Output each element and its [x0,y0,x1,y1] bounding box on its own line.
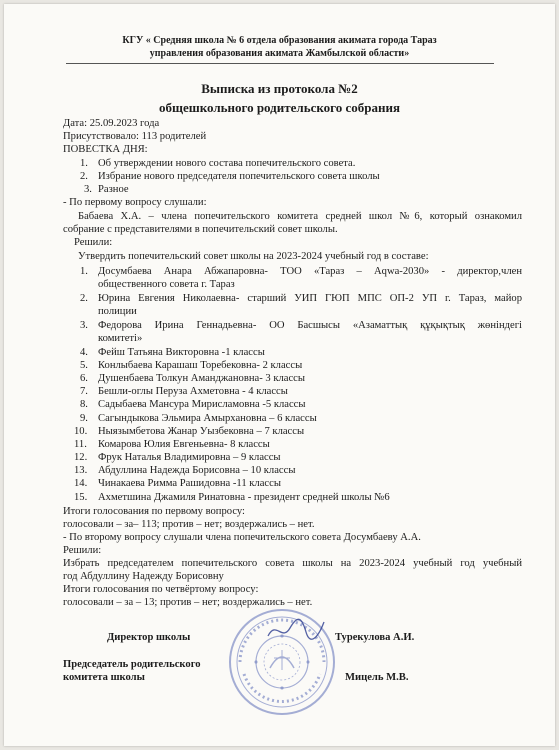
member-number: 3. [80,320,88,331]
member-line: Досумбаева Анара Абжапаровна- ТОО «Тараз – Aqwa-2030» - директор,член [98,266,522,277]
q2-decision-line-2: год Абдуллину Надежду Борисовну [63,571,224,582]
member-number: 6. [80,373,88,384]
member-number: 15. [74,492,88,503]
q2-decided: Решили: [63,545,102,556]
chair-title-line-2: комитета школы [63,672,145,683]
member-line: Сагындыкова Эльмира Амырхановна – 6 классы [98,413,317,424]
member-number: 12. [74,452,88,463]
member-number: 8. [80,399,88,410]
member-number: 13. [74,465,88,476]
member-number: 10. [74,426,88,437]
director-signature [266,616,326,644]
q2-decision-line-1: Избрать председателем попечительского совета школы на 2023-2024 учебный год учебный [63,558,522,569]
member-number: 4. [80,347,88,358]
member-number: 14. [74,478,88,489]
header-rule [66,63,494,64]
member-line: Садыбаева Мансура Мирисламовна -5 классы [98,399,306,410]
q1-speaker-line-1: Бабаева Х.А. – члена попечительского комитета средней школ №6, который ознакомил [78,211,522,222]
member-line: Ахметшина Джамиля Ринатовна - президент средней школы №6 [98,492,390,503]
header-line-2: управления образования акимата Жамбылской области» [149,48,410,59]
q1-heard: - По первому вопросу слушали: [63,197,207,208]
member-number: 9. [80,413,88,424]
document-subtitle: общешкольного родительского собрания [158,100,401,115]
q1-decided: Решили: [74,237,113,248]
member-number: 5. [80,360,88,371]
vote1-result: голосовали – за– 113; против – нет; воздержались – нет. [63,519,315,530]
member-line: комитеті» [98,333,143,344]
agenda-heading: ПОВЕСТКА ДНЯ: [63,144,148,155]
member-number: 11. [74,439,87,450]
agenda-item: Разное [98,184,129,195]
member-line: Абдуллина Надежда Борисовна – 10 классы [98,465,296,476]
member-line: Конлыбаева Карашаш Торебековна- 2 классы [98,360,303,371]
member-number: 2. [80,293,88,304]
agenda-item: Об утверждении нового состава попечительского совета. [98,158,356,169]
member-line: Бешли-оглы Перуза Ахметовна - 4 классы [98,386,288,397]
vote2-result: голосовали – за – 13; против – нет; воздержались – нет. [63,597,313,608]
member-number: 1. [80,266,88,277]
attendance: Присутствовало: 113 родителей [63,131,207,142]
chair-name: Мицель М.В. [345,672,409,683]
document-page [4,4,555,746]
member-line: Комарова Юлия Евгеньевна- 8 классы [98,439,270,450]
agenda-item: Избрание нового председателя попечительского совета школы [98,171,380,182]
member-line: общественного совета г. Тараз [98,279,235,290]
chair-title-line-1: Председатель родительского [63,659,201,670]
agenda-number: 3. [84,184,92,195]
document-title: Выписка из протокола №2 [201,81,358,96]
member-line: Душенбаева Толкун Аманджановна- 3 классы [98,373,305,384]
director-title: Директор школы [107,632,191,643]
member-line: Чинакаева Римма Рашидовна -11 классы [98,478,281,489]
member-line: полиции [98,306,137,317]
vote1-heading: Итоги голосования по первому вопросу: [63,506,245,517]
director-name: Турекулова А.И. [335,632,415,643]
meeting-date: Дата: 25.09.2023 года [63,118,160,129]
header-line-1: КГУ « Средняя школа № 6 отдела образования акимата города Тараз [122,35,437,46]
member-number: 7. [80,386,88,397]
q1-speaker-line-2: собрание с представителями в попечительский совет школы. [63,224,338,235]
vote2-heading: Итоги голосования по четвёртому вопросу: [63,584,259,595]
agenda-number: 2. [80,171,88,182]
q1-approve: Утвердить попечительский совет школы на 2023-2024 учебный год в составе: [78,251,429,262]
member-line: Фрук Наталья Владимировна – 9 классы [98,452,281,463]
member-line: Фейш Татьяна Викторовна -1 классы [98,347,265,358]
member-line: Федорова Ирина Геннадьевна- ОО Басшысы «Азаматтық құқықтық жөніндегі [98,320,522,331]
agenda-number: 1. [80,158,88,169]
q2-heard: - По второму вопросу слушали члена попечительского совета Досумбаеву А.А. [63,532,421,543]
member-line: Юрина Евгения Николаевна- старший УИП ГЮП МПС ОП-2 УП г. Тараз, майор [98,293,522,304]
member-line: Ныязымбетова Жанар Уызбековна – 7 классы [98,426,305,437]
